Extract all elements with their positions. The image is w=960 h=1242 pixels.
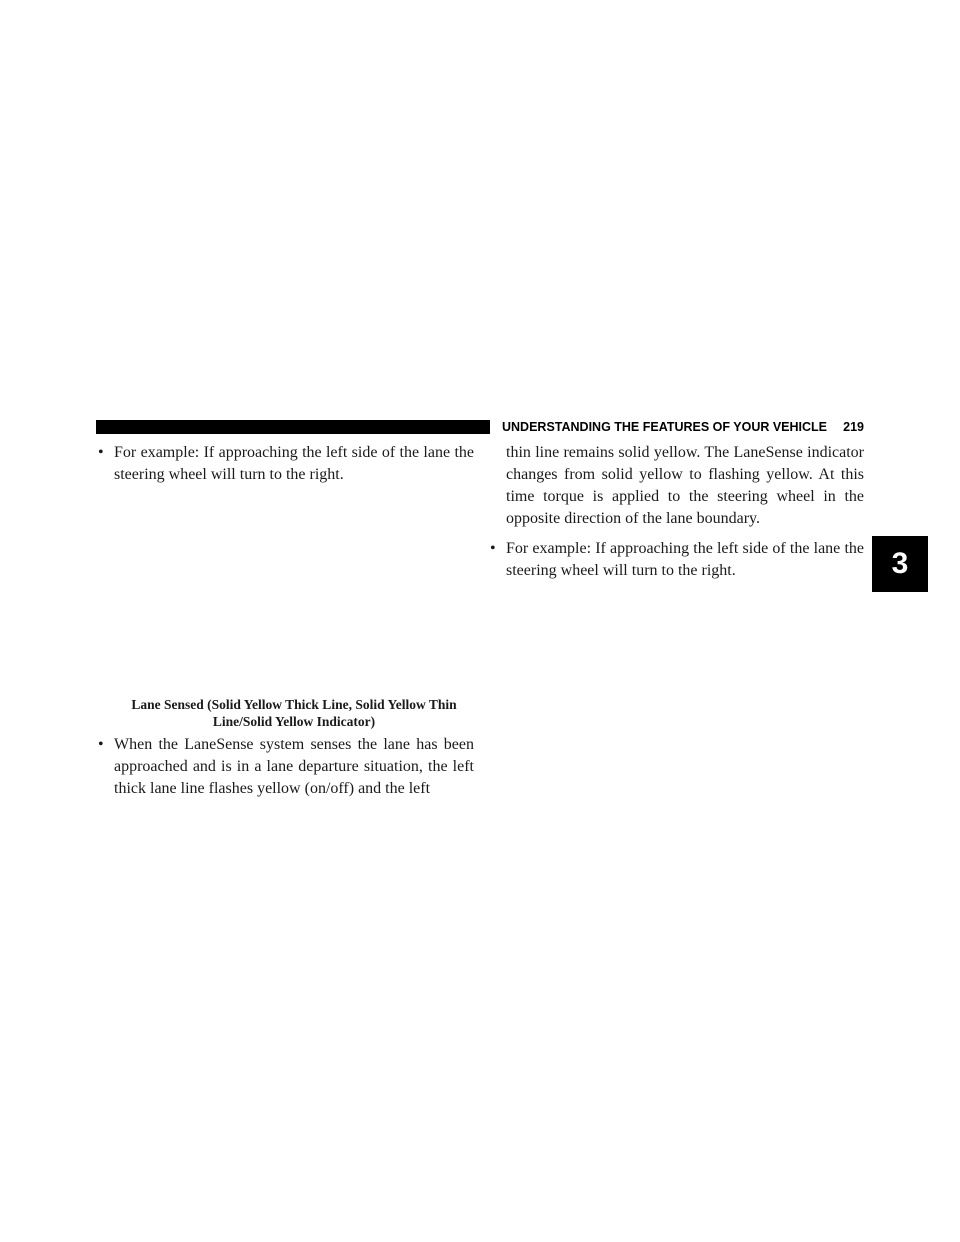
chapter-title: UNDERSTANDING THE FEATURES OF YOUR VEHICLE — [502, 420, 828, 434]
list-item — [96, 442, 474, 486]
bullet-text: For example: If approaching the left side of the lane the steering wheel will turn to the right. — [506, 540, 864, 579]
list-item — [488, 538, 864, 582]
list-item — [96, 734, 474, 800]
section-tab: 3 — [872, 536, 928, 592]
bullet-icon: • — [98, 444, 104, 461]
right-column — [488, 442, 864, 582]
running-header — [502, 418, 864, 436]
bullet-icon: • — [490, 540, 496, 557]
left-column — [96, 442, 474, 800]
figure-caption: Lane Sensed (Solid Yellow Thick Line, Solid Yellow Thin Line/Solid Yellow Indicator) — [131, 697, 457, 729]
figure-placeholder — [96, 486, 474, 696]
continuation-paragraph: thin line remains solid yellow. The LaneSense indicator changes from solid yellow to flashing yellow. At this time torque is applied to the steering wheel in the opposite direction of the lane boundary. — [506, 444, 864, 527]
bullet-text: When the LaneSense system senses the lane has been approached and is in a lane departure situation, the left thick lane line flashes yellow (on/off) and the left — [114, 736, 474, 797]
bullet-icon: • — [98, 736, 104, 753]
page-number: 219 — [843, 420, 864, 434]
header-rule — [96, 420, 490, 434]
bullet-text: For example: If approaching the left side of the lane the steering wheel will turn to the right. — [114, 444, 474, 483]
